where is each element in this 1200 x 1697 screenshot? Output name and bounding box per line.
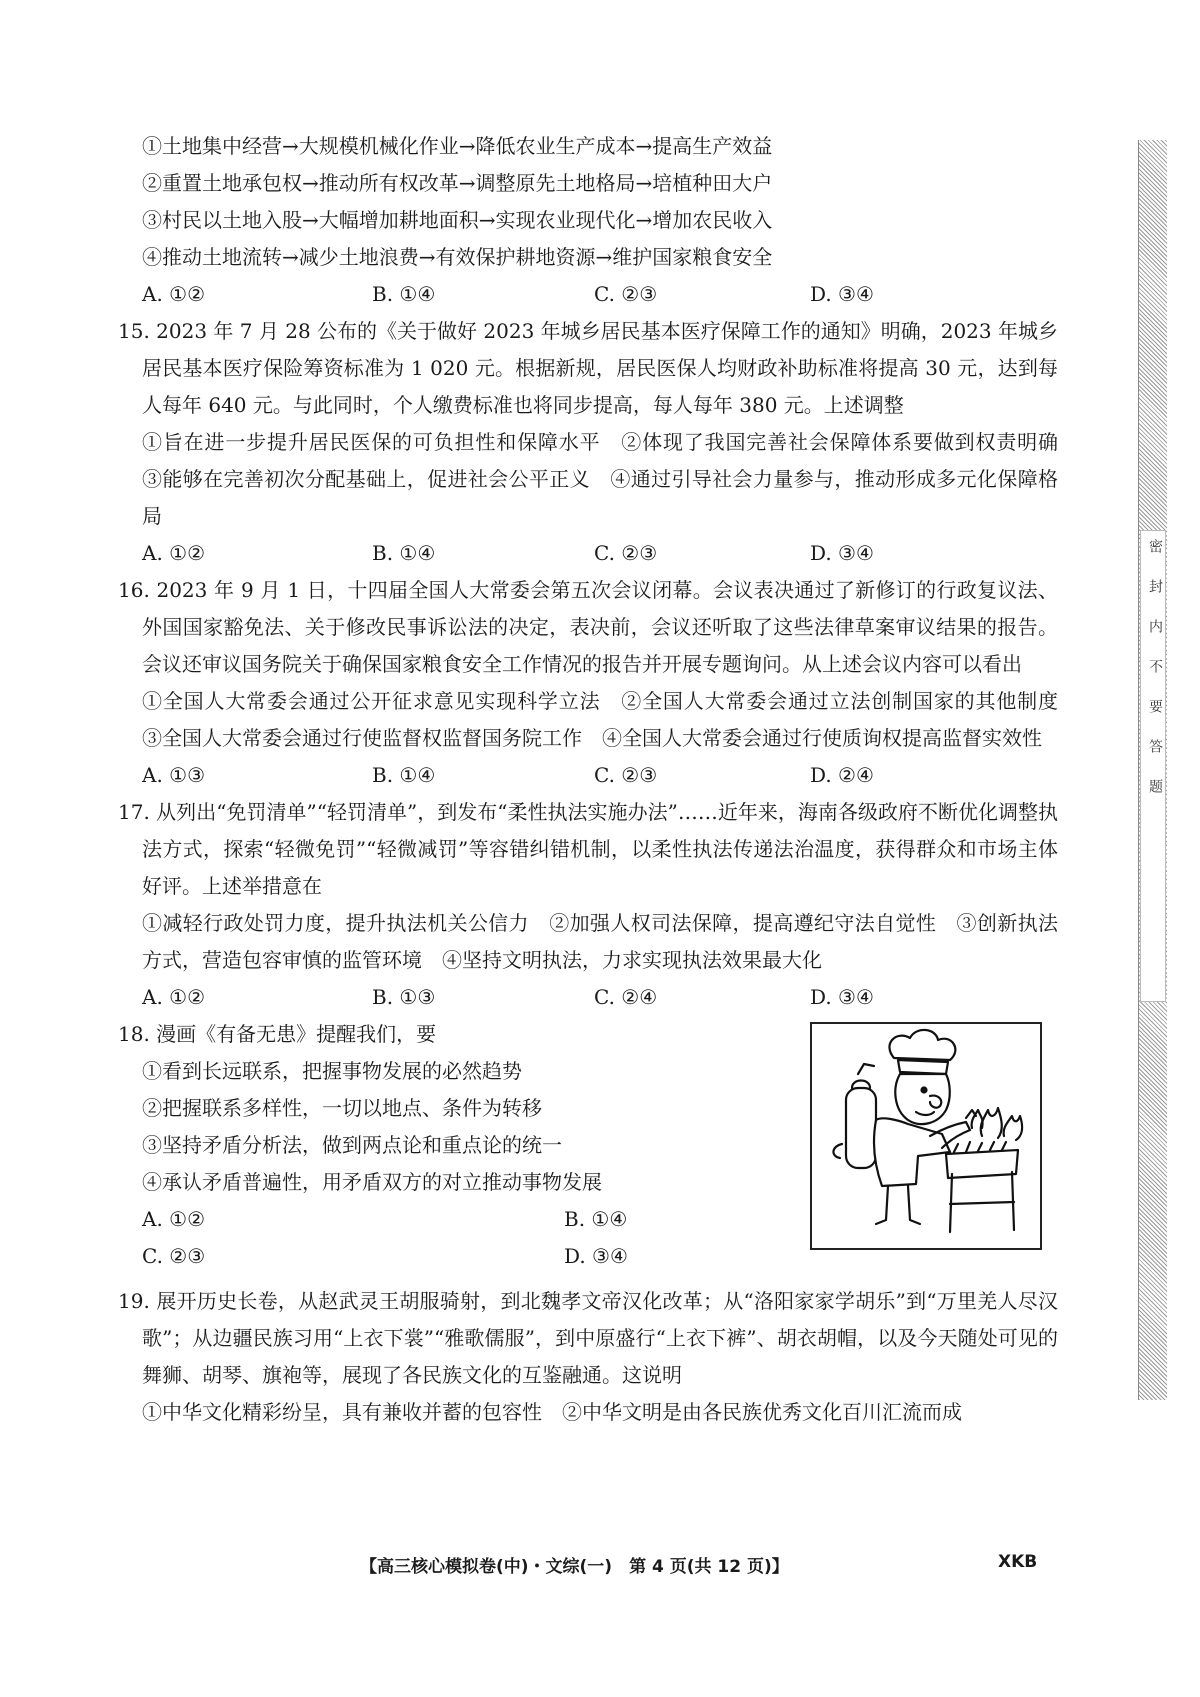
choice-b: B. ①④ <box>372 763 436 787</box>
choice-d: D. ③④ <box>810 541 874 565</box>
choice-a: A. ①② <box>142 541 206 565</box>
question-stem: 17. 从列出“免罚清单”“轻罚清单”，到发布“柔性执法实施办法”……近年来，海南各级政府不断优化调整执法方式，探索“轻微免罚”“轻微减罚”等容错纠错机制，以柔性执法传递法治温度，获得群众和市场主体好评。上述举措意在 <box>118 800 1058 898</box>
option-line: ④承认矛盾普遍性，用矛盾双方的对立推动事物发展 <box>142 1170 602 1194</box>
choice-d: D. ③④ <box>810 282 874 306</box>
choice-b: B. ①④ <box>372 541 436 565</box>
question-options: ①全国人大常委会通过公开征求意见实现科学立法 ②全国人大常委会通过立法创制国家的其他制度 ③全国人大常委会通过行使监督权监督国务院工作 ④全国人大常委会通过行使质询权提高监督实效性 <box>142 689 1078 750</box>
question-15 <box>118 313 1078 572</box>
page-footer <box>0 1552 1200 1582</box>
cartoon-image <box>810 1022 1042 1250</box>
answer-choices <box>118 757 1058 794</box>
question-stem: 15. 2023 年 7 月 28 公布的《关于做好 2023 年城乡居民基本医疗保障工作的通知》明确，2023 年城乡居民基本医疗保险筹资标准为 1 020 元。根据新规，居民医保人均财政补助标准将提高 30 元，达到每人每年 640 元。与此同时，个人缴费标准也将同步提高，每人每年 380 元。上述调整 <box>118 319 1058 417</box>
question-stem: 19. 展开历史长卷，从赵武灵王胡服骑射，到北魏孝文帝汉化改革；从“洛阳家家学胡乐”到“万里羌人尽汉歌”；从边疆民族习用“上衣下裳”“雅歌儒服”，到中原盛行“上衣下裤”、胡衣胡帽，以及今天随处可见的舞狮、胡琴、旗袍等，展现了各民族文化的互鉴融通。这说明 <box>118 1289 1058 1387</box>
question-19 <box>118 1283 1058 1431</box>
seal-warning-text: 密封内不要答题 <box>1147 539 1163 819</box>
choice-d: D. ③④ <box>810 985 874 1009</box>
answer-choices <box>118 276 1058 313</box>
choice-b: B. ①④ <box>372 282 436 306</box>
choice-c: C. ②④ <box>594 985 658 1009</box>
choice-c: C. ②③ <box>594 541 658 565</box>
footer-page-info: 【高三核心模拟卷(中)・文综(一) 第 4 页(共 12 页)】 <box>360 1557 789 1577</box>
choice-a: A. ①③ <box>142 763 206 787</box>
choice-a: A. ①② <box>142 1207 206 1231</box>
choice-c: C. ②③ <box>142 1244 206 1268</box>
choice-d: D. ③④ <box>564 1244 628 1268</box>
question-stem: 16. 2023 年 9 月 1 日，十四届全国人大常委会第五次会议闭幕。会议表决通过了新修订的行政复议法、外国国家豁免法、关于修改民事诉讼法的决定，表决前，会议还听取了这些法律草案审议结果的报告。会议还审议国务院关于确保国家粮食安全工作情况的报告并开展专题询问。从上述会议内容可以看出 <box>118 578 1058 676</box>
question-18 <box>118 1016 1058 1275</box>
option-line: ②重置土地承包权→推动所有权改革→调整原先土地格局→培植种田大户 <box>142 171 773 195</box>
answer-choices <box>118 979 1058 1016</box>
question-options: ①中华文化精彩纷呈，具有兼收并蓄的包容性 ②中华文明是由各民族优秀文化百川汇流而成 <box>142 1400 962 1424</box>
choice-a: A. ①② <box>142 282 206 306</box>
choice-a: A. ①② <box>142 985 206 1009</box>
choice-d: D. ②④ <box>810 763 874 787</box>
question-stem: 18. 漫画《有备无患》提醒我们，要 <box>118 1022 437 1046</box>
question-17 <box>118 794 1058 1016</box>
choice-b: B. ①③ <box>372 985 436 1009</box>
choice-c: C. ②③ <box>594 282 658 306</box>
option-line: ②把握联系多样性，一切以地点、条件为转移 <box>142 1096 542 1120</box>
option-line: ①看到长远联系，把握事物发展的必然趋势 <box>142 1059 522 1083</box>
choice-c: C. ②③ <box>594 763 658 787</box>
choice-b: B. ①④ <box>564 1207 628 1231</box>
chef-grill-illustration <box>812 1024 1040 1248</box>
question-options: ①旨在进一步提升居民医保的可负担性和保障水平 ②体现了我国完善社会保障体系要做到权责明确 ③能够在完善初次分配基础上，促进社会公平正义 ④通过引导社会力量参与，推动形成多元化保障格局 <box>142 430 1078 528</box>
question-options: ①减轻行政处罚力度，提升执法机关公信力 ②加强人权司法保障，提高遵纪守法自觉性 ③创新执法方式，营造包容审慎的监管环境 ④坚持文明执法，力求实现执法效果最大化 <box>142 911 1058 972</box>
seal-line-box <box>1140 530 1166 1002</box>
option-line: ③坚持矛盾分析法，做到两点论和重点论的统一 <box>142 1133 562 1157</box>
answer-choices <box>118 535 1058 572</box>
option-line: ③村民以土地入股→大幅增加耕地面积→实现农业现代化→增加农民收入 <box>142 208 773 232</box>
question-16 <box>118 572 1078 794</box>
option-line: ①土地集中经营→大规模机械化作业→降低农业生产成本→提高生产效益 <box>142 134 773 158</box>
question-content <box>118 128 1078 1431</box>
footer-code: XKB <box>998 1552 1038 1572</box>
question-14-continued <box>118 128 1058 313</box>
option-line: ④推动土地流转→减少土地浪费→有效保护耕地资源→维护国家粮食安全 <box>142 245 773 269</box>
